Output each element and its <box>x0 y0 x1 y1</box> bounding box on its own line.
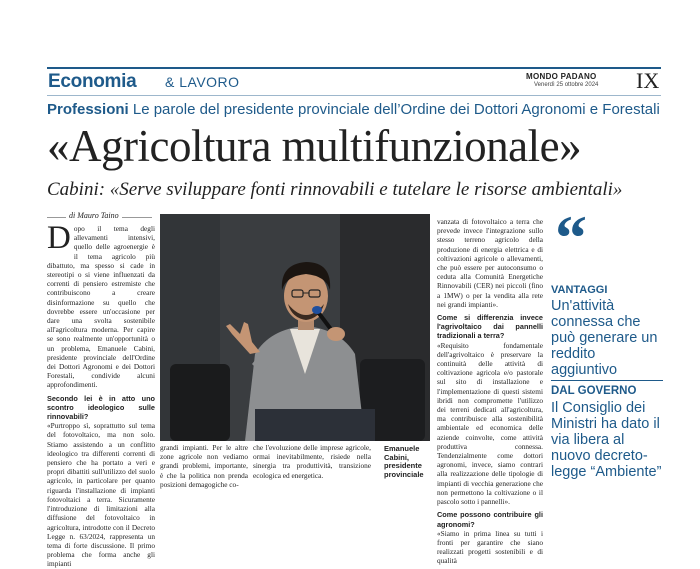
col4-paragraph-1: vanzata di fotovoltaico a terra che prevede invece l'integrazione sullo stesso terreno agricolo della produzione di energia elettrica e di coltivazioni agricole o allevamenti, che può essere per autoconsumo o ceduta alla Comunità Energetiche Rinnovabili (CER) nei piccoli (fino a 1MW) o per la vendita alla rete nei grandi impianti». <box>437 217 543 309</box>
col1-question-1: Secondo lei è in atto uno scontro ideologico sulle rinnovabili? <box>47 393 155 422</box>
issue-date: Venerdì 25 ottobre 2024 <box>534 82 599 88</box>
portrait-illustration <box>160 214 430 441</box>
article-column-2: grandi impianti. Per le altre zone agricole non vediamo grandi problemi, importante, è che la politica non prenda posizioni demagogiche co- <box>160 443 248 489</box>
kicker-label: Professioni <box>47 101 129 118</box>
article-column-1 <box>47 220 155 569</box>
col4-paragraph-3: «Siamo in prima linea su tutti i fronti per garantire che siano realizzati progetti sostenibili e di qualità <box>437 528 543 566</box>
article-column-4 <box>437 217 543 566</box>
section-title: Economia <box>48 71 137 92</box>
col4-question-1: Come si differenzia invece l'agrivoltaico dai pannelli tradizionali a terra? <box>437 313 543 341</box>
kicker-text: Le parole del presidente provinciale dell’Ordine dei Dottori Agronomi e Forestali <box>132 101 660 118</box>
section-subtitle: & LAVORO <box>165 74 240 90</box>
sidebar-box-1 <box>551 284 663 378</box>
page-number: IX <box>636 68 660 93</box>
sidebar-box-2 <box>551 385 663 480</box>
byline: di Mauro Taino <box>66 211 122 220</box>
sidebar-text-1: Un'attività connessa che può generare un reddito aggiuntivo <box>551 298 658 378</box>
subheadline: Cabini: «Serve sviluppare fonti rinnovabili e tutelare le risorse ambientali» <box>47 179 623 200</box>
sidebar-heading-1: VANTAGGI <box>551 284 608 296</box>
kicker <box>47 101 660 118</box>
sidebar-text-2: Il Consiglio dei Ministri ha dato il via libera al nuovo decreto-legge “Ambiente” <box>551 400 662 480</box>
article-photo <box>160 214 430 441</box>
col1-paragraph-2: «Purtroppo sì, soprattutto sul tema del fotovoltaico, ma non solo. Stiamo assistendo a un conflitto ideologico tra differenti correnti di pensiero che ha portato a veri e propri dibattiti sull'utilizzo del suolo agricolo, in particolare per quanto riguarda l'installazione di impianti fotovoltaici a terra. Sicuramente l'introduzione di limitazioni alla diffusione del fotovoltaico in agricoltura, introdotte con il Decreto Legge n. 63/2024, rappresenta un tema di forte discussione. Il primo problema che forma anche gli impianti <box>47 421 155 569</box>
col4-paragraph-2: «Requisito fondamentale dell'agrivoltaico è preservare la continuità delle attività di coltivazione agricola e/o pastorale sul sito di installazione e l'implementazione di questi sistemi ibridi non compromette l'utilizzo dei terreni dedicati all'agricoltura, ma contribuisce alla sostenibilità ambientale ed economica delle aziende coinvolte, come attività produttiva connessa. Tendenzialmente come dottori agronomi, invece, siamo contrari alla realizzazione delle tipologie di impianti di vecchia generazione che non permettono la coltivazione o il pascolo sotto i pannelli». <box>437 340 543 507</box>
article-column-3: che l'evoluzione delle imprese agricole, ormai inevitabilmente, risiede nella sinergia tra produttività, transizione ecologica ed energetica. <box>253 443 371 480</box>
headline: «Agricoltura multifunzionale» <box>47 121 582 171</box>
col1-paragraph-1: opo il tema degli allevamenti intensivi, quello delle agroenergie è il tema agricolo più dibattuto, ma spesso si cade in stereotipi o si viene influenzati da correnti di pensiero estremiste che contribuiscono a creare disinformazione su quello che dovrebbe essere un'occasione per dare una svolta sostenibile all'agricoltura moderna. Per capire se sono realmente un'opportunità o un problema, Emanuele Cabini, presidente provinciale dell'Ordine dei Dottori Agronomi e dei Dottori Forestali, condivide alcuni approfondimenti. <box>47 224 155 390</box>
quote-icon: “ <box>555 202 587 273</box>
sidebar-heading-2: DAL GOVERNO <box>551 385 637 397</box>
photo-caption: Emanuele Cabini, presidente provinciale <box>384 444 424 479</box>
drop-cap: D <box>47 220 71 256</box>
sidebar-divider <box>551 380 663 381</box>
newspaper-name: MONDO PADANO <box>526 72 597 81</box>
col4-question-2: Come possono contribuire gli agronomi? <box>437 510 543 529</box>
